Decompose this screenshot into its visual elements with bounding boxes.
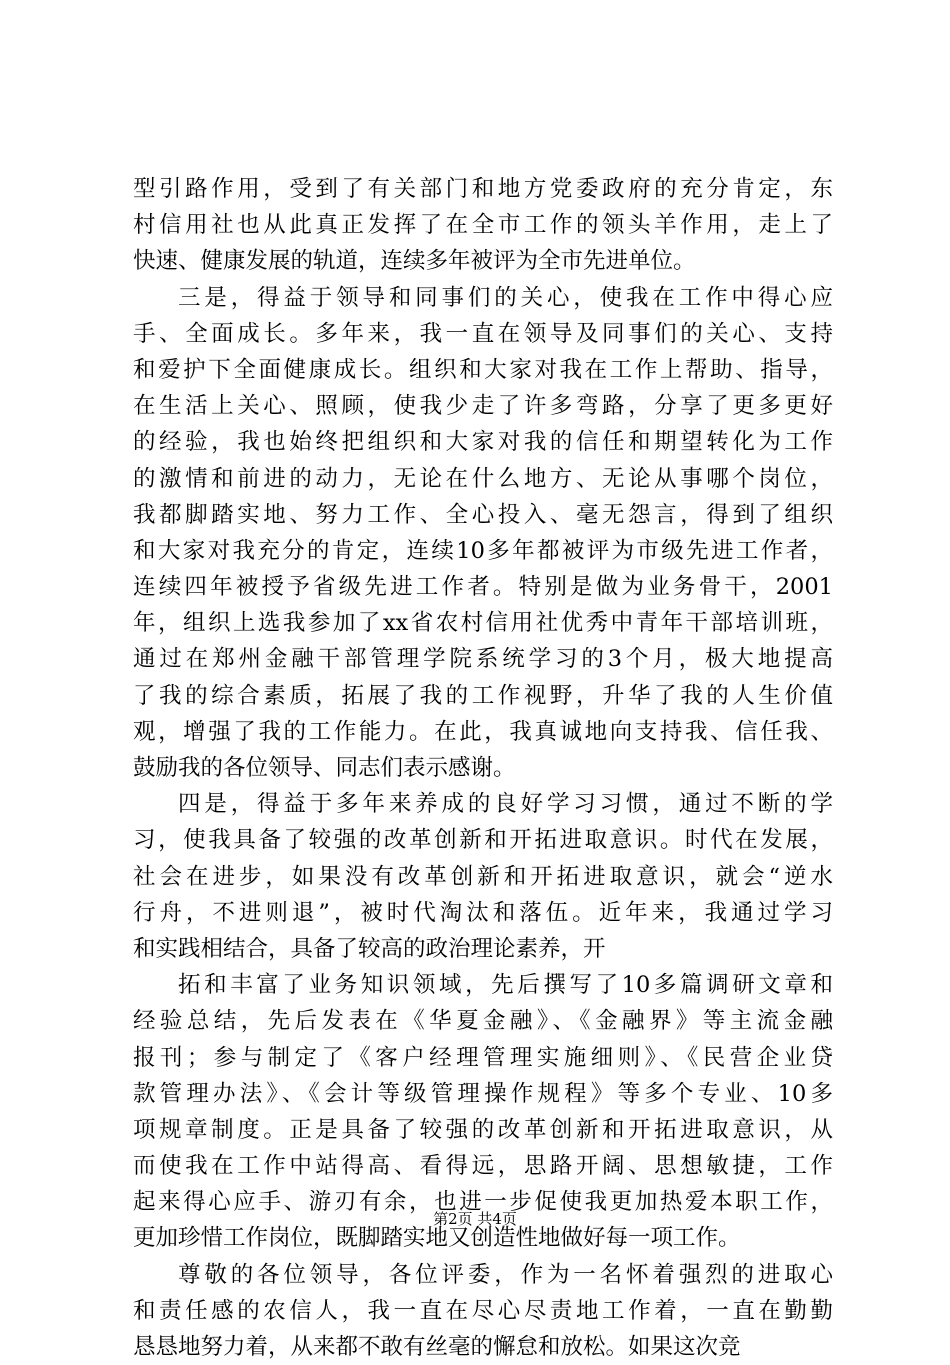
text-line: 村信用社也从此真正发挥了在全市工作的领头羊作用，走上了	[133, 212, 833, 239]
text-line: 而使我在工作中站得高、看得远，思路开阔、思想敏捷，工作	[133, 1153, 833, 1180]
paragraph	[133, 280, 833, 787]
document-body	[133, 171, 833, 1365]
text-line: 四是，得益于多年来养成的良好学习习惯，通过不断的学	[178, 791, 833, 818]
text-line: 鼓励我的各位领导、同志们表示感谢。	[133, 755, 516, 781]
text-line: 和大家对我充分的肯定，连续10多年都被评为市级先进工作者，	[133, 537, 833, 564]
text-line: 了我的综合素质，拓展了我的工作视野，升华了我的人生价值	[133, 682, 833, 709]
page-footer: 第2页 共4页	[433, 1210, 517, 1228]
text-line: 型引路作用，受到了有关部门和地方党委政府的充分肯定，东	[133, 176, 833, 202]
text-line: 快速、健康发展的轨道，连续多年被评为全市先进单位。	[133, 248, 696, 275]
text-line: 通过在郑州金融干部管理学院系统学习的3个月，极大地提高	[133, 646, 833, 673]
text-line: 项规章制度。正是具备了较强的改革创新和开拓进取意识，从	[133, 1116, 833, 1143]
text-line: 我都脚踏实地、努力工作、全心投入、毫无怨言，得到了组织	[133, 501, 833, 528]
text-line: 社会在进步，如果没有改革创新和开拓进取意识，就会“逆水	[133, 863, 833, 890]
text-line: 行舟，不进则退”，被时代淘汰和落伍。近年来，我通过学习	[133, 899, 833, 926]
text-line: 的激情和前进的动力，无论在什么地方、无论从事哪个岗位，	[133, 465, 833, 492]
paragraph	[133, 171, 833, 280]
text-line: 款管理办法》、《会计等级管理操作规程》等多个专业、10多	[133, 1080, 833, 1107]
text-line: 和实践相结合，具备了较高的政治理论素养，开	[133, 935, 606, 962]
text-line: 恳恳地努力着，从来都不敢有丝毫的懈怠和放松。如果这次竞	[133, 1334, 741, 1360]
paragraph	[133, 786, 833, 967]
text-line: 经验总结，先后发表在《华夏金融》、《金融界》等主流金融	[133, 1008, 833, 1035]
text-line: 和责任感的农信人，我一直在尽心尽责地工作着，一直在勤勤	[133, 1297, 833, 1324]
text-line: 报刊；参与制定了《客户经理管理实施细则》、《民营企业贷	[133, 1044, 833, 1071]
text-line: 的经验，我也始终把组织和大家对我的信任和期望转化为工作	[133, 429, 833, 456]
text-line: 观，增强了我的工作能力。在此，我真诚地向支持我、信任我、	[133, 718, 833, 745]
text-line: 和爱护下全面健康成长。组织和大家对我在工作上帮助、指导，	[133, 356, 833, 383]
text-line: 习，使我具备了较强的改革创新和开拓进取意识。时代在发展，	[133, 827, 833, 854]
text-line: 起来得心应手、游刃有余，也进一步促使我更加热爱本职工作，	[133, 1189, 833, 1216]
text-line: 更加珍惜工作岗位，既脚踏实地又创造性地做好每一项工作。	[133, 1225, 741, 1252]
text-line: 尊敬的各位领导，各位评委，作为一名怀着强烈的进取心	[178, 1261, 833, 1288]
text-line: 手、全面成长。多年来，我一直在领导及同事们的关心、支持	[133, 320, 833, 347]
paragraph	[133, 1257, 833, 1365]
text-line: 拓和丰富了业务知识领域，先后撰写了10多篇调研文章和	[178, 972, 833, 999]
text-line: 连续四年被授予省级先进工作者。特别是做为业务骨干，2001	[133, 574, 833, 601]
text-line: 三是，得益于领导和同事们的关心，使我在工作中得心应	[178, 284, 833, 311]
text-line: 年，组织上选我参加了xx省农村信用社优秀中青年干部培训班，	[133, 610, 833, 637]
text-line: 在生活上关心、照顾，使我少走了许多弯路，分享了更多更好	[133, 393, 833, 420]
